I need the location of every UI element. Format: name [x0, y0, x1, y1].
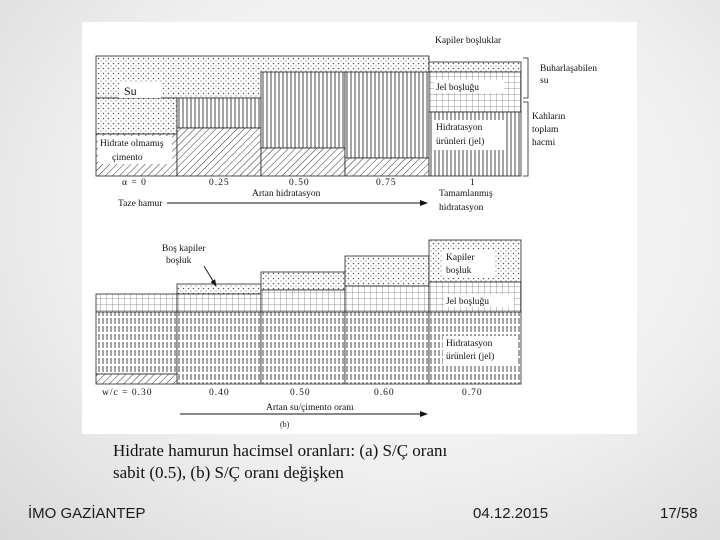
label-tamamlanmis-2: hidratasyon	[439, 203, 484, 213]
col-b-2-gel	[261, 312, 345, 384]
tick-a-3: 1	[470, 178, 476, 188]
tick-b-0: 0.40	[209, 388, 230, 398]
col-b-3-gelpore	[345, 286, 429, 312]
label-bos-kapiler: Boş kapiler	[162, 244, 206, 254]
col-b-1-gel	[177, 312, 261, 384]
tick-b-3: 0.70	[462, 388, 483, 398]
label-tamamlanmis: Tamamlanmış	[439, 189, 493, 199]
footer-organization: İMO GAZİANTEP	[28, 505, 146, 522]
label-hidratasyon-a: Hidratasyon	[436, 123, 483, 133]
col-b-3-capillary	[345, 256, 429, 286]
label-cimento: çimento	[112, 153, 143, 163]
col-a-1-cement	[177, 128, 261, 176]
col-a-3-gel	[345, 72, 429, 158]
label-jel-boslugu-b: Jel boşluğu	[446, 297, 490, 307]
col-b-1-gelpore	[177, 294, 261, 312]
label-hidratasyon-a-2: ürünleri (jel)	[436, 137, 485, 147]
col-b-0-gelpore	[96, 294, 177, 312]
col-a-1-gel	[177, 98, 261, 128]
tick-b-1: 0.50	[290, 388, 311, 398]
label-jel-boslugu-a: Jel boşluğu	[436, 83, 480, 93]
volume-diagrams	[82, 22, 637, 434]
label-toplam: toplam	[532, 125, 559, 135]
footer-page-number: 17/58	[660, 505, 698, 522]
col-a-2-gel	[261, 72, 345, 148]
tick-alpha: α = 0	[122, 178, 147, 188]
col-b-2-capillary	[261, 272, 345, 290]
col-b-2-gelpore	[261, 290, 345, 312]
col-a-0-water	[96, 98, 177, 134]
label-bos-kapiler-2: boşluk	[166, 256, 192, 266]
label-hidratasyon-b: Hidratasyon	[446, 339, 493, 349]
label-artan-su-cimento: Artan su/çimento oranı	[266, 403, 354, 413]
col-a-3-cement	[345, 158, 429, 176]
figure-caption	[113, 440, 543, 484]
tick-a-0: 0.25	[209, 178, 230, 188]
label-hidratasyon-b-2: ürünleri (jel)	[446, 352, 495, 362]
label-kapiler-b: Kapiler	[446, 253, 475, 263]
label-hidrate-olmamis: Hidrate olmamış	[100, 139, 164, 149]
capillary-pores-a	[429, 62, 521, 72]
label-kapiler-b-2: boşluk	[446, 266, 472, 276]
col-b-0-gel	[96, 312, 177, 374]
volume-diagram-figure	[82, 22, 637, 434]
label-artan-hidratasyon: Artan hidratasyon	[252, 189, 321, 199]
label-buharlasabilen: Buharlaşabilen	[540, 64, 597, 74]
caption-line-1: Hidrate hamurun hacimsel oranları: (a) S/Ç oranı	[113, 441, 448, 460]
diagram-a	[96, 33, 597, 213]
tick-a-1: 0.50	[289, 178, 310, 188]
label-taze-hamur: Taze hamur	[118, 199, 163, 209]
col-a-2-cement	[261, 148, 345, 176]
col-b-0-cement	[96, 374, 177, 384]
label-su: Su	[124, 84, 137, 98]
tick-b-2: 0.60	[374, 388, 395, 398]
col-b-1-capillary	[177, 284, 261, 294]
label-hacmi: hacmi	[532, 138, 556, 148]
label-kapiler-bosluklar: Kapiler boşluklar	[435, 36, 502, 46]
col-b-3-gel	[345, 312, 429, 384]
tick-a-2: 0.75	[376, 178, 397, 188]
label-buharlasabilen-2: su	[540, 76, 549, 86]
footer-date: 04.12.2015	[473, 505, 549, 522]
label-b-tag: (b)	[280, 420, 290, 429]
caption-line-2: sabit (0.5), (b) S/Ç oranı değişken	[113, 463, 344, 482]
tick-wc: w/c = 0.30	[102, 388, 153, 398]
label-kahlarin: Kahların	[532, 112, 566, 122]
diagram-b	[96, 240, 521, 429]
